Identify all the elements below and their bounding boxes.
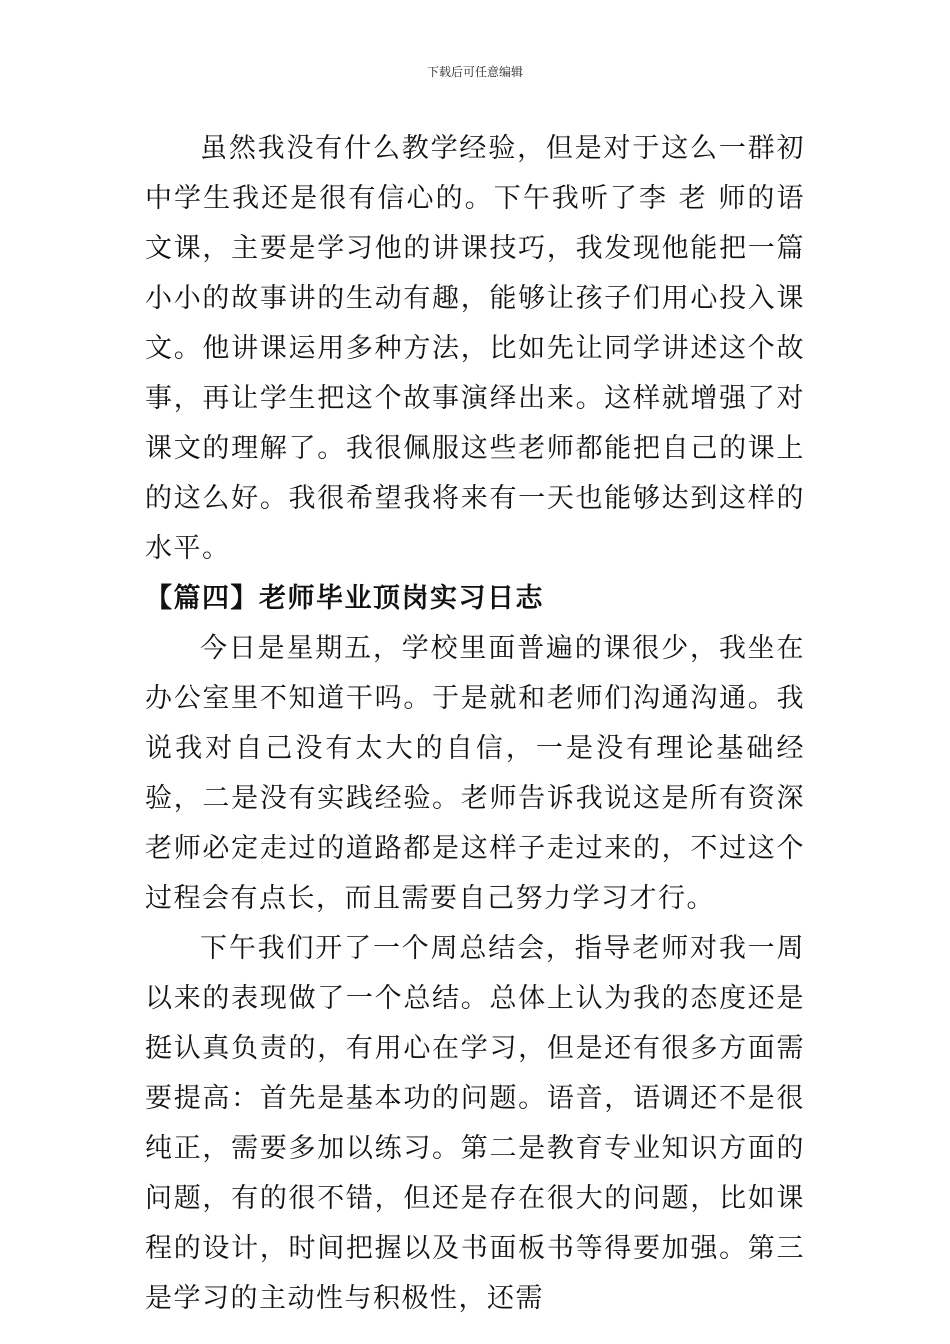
document-body xyxy=(145,124,805,1324)
section-paragraph-1: 今日是星期五，学校里面普遍的课很少，我坐在办公室里不知道干吗。于是就和老师们沟通沟通。我说我对自己没有太大的自信，一是没有理论基础经验，二是没有实践经验。老师告诉我说这是所有资深老师必定走过的道路都是这样子走过来的，不过这个过程会有点长，而且需要自己努力学习才行。 xyxy=(145,633,805,914)
section-paragraph-2: 下午我们开了一个周总结会，指导老师对我一周以来的表现做了一个总结。总体上认为我的态度还是挺认真负责的，有用心在学习，但是还有很多方面需要提高：首先是基本功的问题。语音，语调还不是很纯正，需要多加以练习。第二是教育专业知识方面的问题，有的很不错，但还是存在很大的问题，比如课程的设计，时间把握以及书面板书等得要加强。第三是学习的主动性与积极性，还需 xyxy=(145,933,805,1314)
page-header-note: 下载后可任意编辑 xyxy=(426,65,523,79)
body-paragraph-1: 虽然我没有什么教学经验，但是对于这么一群初中学生我还是很有信心的。下午我听了李 老 师的语文课，主要是学习他的讲课技巧，我发现他能把一篇小小的故事讲的生动有趣，能够让孩子们用心投入课文。他讲课运用多种方法，比如先让同学讲述这个故事，再让学生把这个故事演绎出来。这样就增强了对课文的理解了。我很佩服这些老师都能把自己的课上的这么好。我很希望我将来有一天也能够达到这样的水平。 xyxy=(145,133,805,564)
section-heading: 【篇四】老师毕业顶岗实习日志 xyxy=(145,583,544,614)
